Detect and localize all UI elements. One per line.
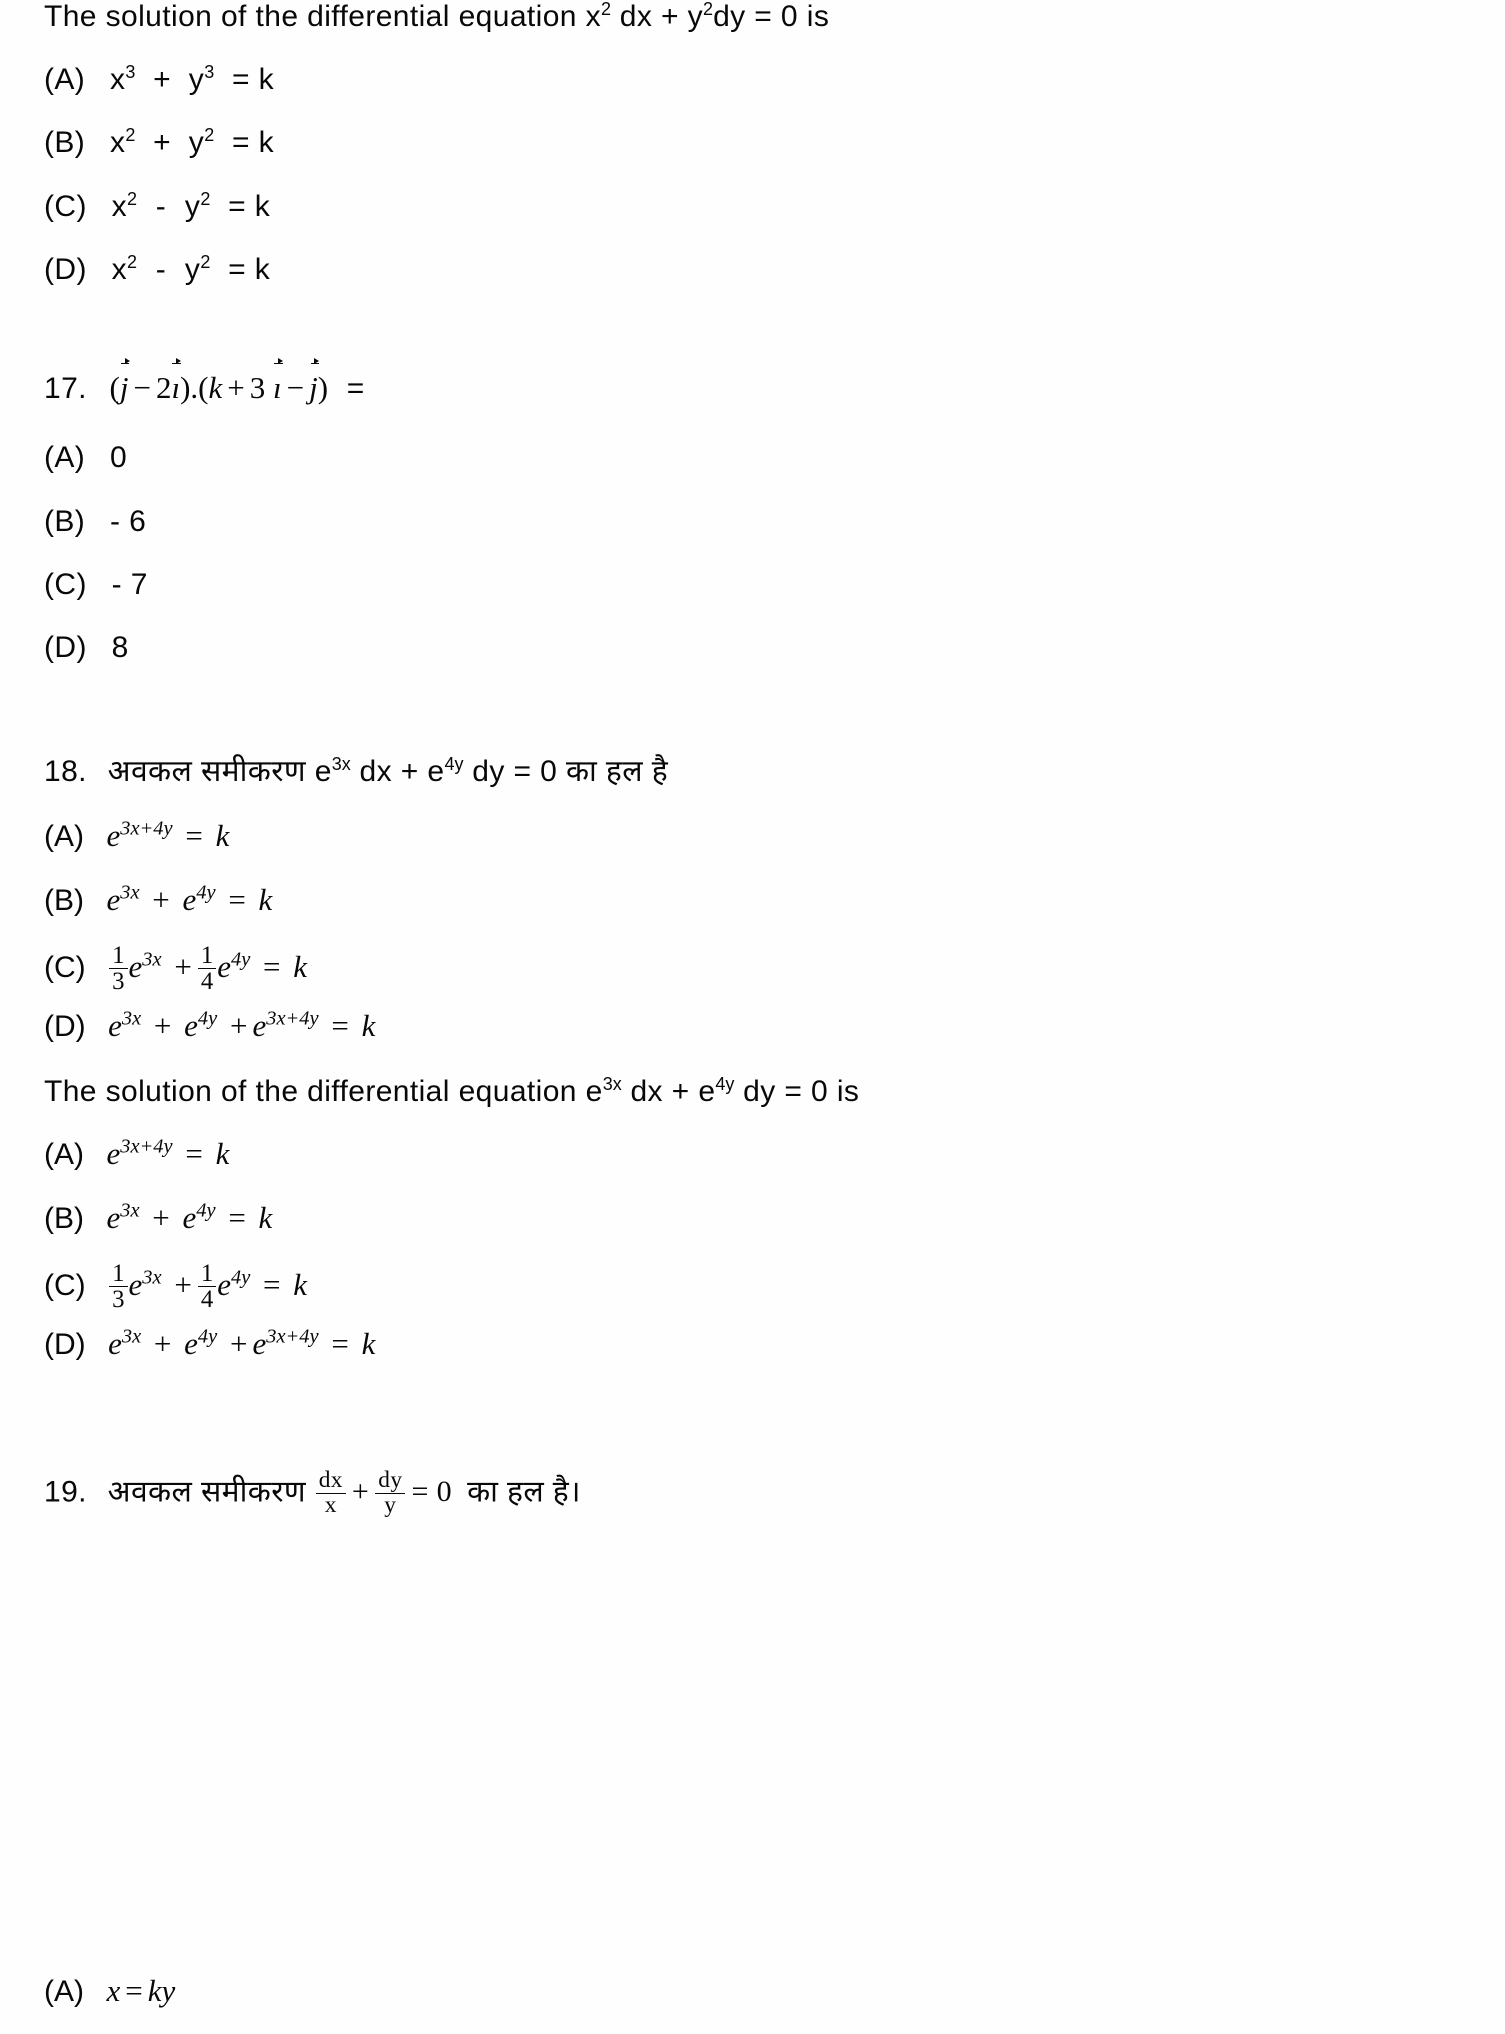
option-lhs: x: [106, 1973, 121, 2008]
option-math: $e^{3x} + e^{4y} = k$: [106, 881, 273, 917]
option-label-d: (D): [44, 631, 87, 664]
stem-middle: dx +: [350, 755, 428, 788]
option-operator: -: [155, 190, 167, 223]
fraction-dx-over-x: [316, 1469, 346, 1518]
stem-sup-1: 2: [601, 0, 612, 19]
option-row-q18e-d[interactable]: [44, 1325, 376, 1361]
exp-text-2: 4y: [230, 948, 251, 971]
stem-text-middle: dx + e: [621, 1075, 716, 1108]
option-base-2: y: [188, 126, 205, 159]
fraction-numerator: dy: [375, 1469, 405, 1494]
option-label-a: (A): [44, 63, 86, 96]
option-base-1: x: [111, 253, 128, 286]
option-math: $\frac{1}{3}$ $e^{3x}$ + $\frac{1}{4}$ $e^{4y} = k$: [108, 1267, 307, 1302]
exp-text-2: 4y: [196, 1199, 216, 1222]
option-sup-2: 2: [200, 252, 211, 272]
option-base-2: y: [184, 190, 201, 223]
option-tail: = k: [228, 253, 271, 286]
stem-text-before: The solution of the differential equation x: [44, 0, 602, 33]
option-label-d: (D): [44, 1010, 86, 1043]
stem-text-after: dy = 0 is: [713, 0, 830, 33]
option-value: 0: [109, 441, 128, 474]
option-row-q18e-a[interactable]: [44, 1135, 230, 1171]
exp-text-1: 3x: [121, 1007, 142, 1030]
option-label-b: (B): [44, 884, 84, 917]
exp-base-2: e: [427, 755, 445, 788]
fraction-denominator: 3: [112, 1286, 125, 1314]
option-row-q17-d[interactable]: [44, 633, 129, 663]
exp-text-1: 3x: [142, 948, 162, 971]
equals-sign: =: [125, 1973, 143, 2008]
hindi-lead-text: अवकल समीकरण: [107, 755, 315, 788]
question-number-18: 18.: [44, 755, 87, 788]
option-tail: = k: [228, 190, 271, 223]
option-row-q18e-b[interactable]: [44, 1199, 273, 1235]
stem-text-before: The solution of the differential equation e: [44, 1075, 603, 1108]
stem-sup-1: 3x: [602, 1074, 622, 1094]
option-math: $e^{3x+4y} = k$: [106, 817, 230, 853]
option-tail: = k: [231, 126, 275, 159]
option-row-q19-a[interactable]: [44, 1975, 175, 2007]
option-value: - 7: [111, 568, 148, 601]
option-base-1: x: [109, 126, 126, 159]
exp-text-3: 3x+4y: [266, 1007, 319, 1030]
option-row-q18e-c[interactable]: [44, 1262, 307, 1314]
option-label-d: (D): [44, 1328, 86, 1361]
option-base-2: y: [188, 63, 205, 96]
fraction-numerator: 1: [198, 943, 216, 969]
stem-tail: dy = 0: [463, 755, 566, 788]
option-label-d: (D): [44, 253, 87, 286]
option-label-b: (B): [44, 1202, 84, 1235]
option-math: [106, 1973, 175, 2008]
hindi-tail-text: का हल है: [565, 755, 669, 788]
option-sup-2: 2: [200, 189, 211, 209]
exp-text-1: 3x: [120, 1199, 140, 1222]
fraction-one-third: [109, 943, 127, 995]
option-label-c: (C): [44, 950, 86, 984]
plus-sign: +: [351, 1475, 370, 1509]
option-operator: +: [153, 126, 172, 159]
fraction-one-fourth: [198, 943, 216, 995]
option-row-q18h-c[interactable]: [44, 944, 307, 996]
option-row-q17-c[interactable]: [44, 570, 148, 600]
option-math: $e^{3x} + e^{4y} + e^{3x+4y} = k$: [108, 1325, 376, 1361]
option-label-b: (B): [44, 126, 86, 159]
equals-sign: =: [346, 372, 365, 405]
equals-zero: = 0: [411, 1475, 453, 1509]
option-math: $\frac{1}{3}$ $e^{3x}$ + $\frac{1}{4}$ $e^{4y} = k$: [108, 949, 307, 984]
fraction-dy-over-y: [375, 1469, 405, 1518]
question-number-19: 19.: [44, 1475, 87, 1509]
option-row-q18h-d[interactable]: [44, 1007, 376, 1043]
option-math: $e^{3x} + e^{4y} = k$: [106, 1199, 273, 1235]
option-label-c: (C): [44, 568, 87, 601]
option-label-b: (B): [44, 505, 86, 538]
exp-text-1: 3x: [120, 881, 140, 904]
option-sup-1: 3: [125, 62, 136, 82]
exp-sup-2: 4y: [444, 754, 464, 774]
option-label-a: (A): [44, 1975, 84, 2008]
option-row-q16-c[interactable]: [44, 189, 271, 223]
hindi-tail-text: का हल है।: [467, 1475, 581, 1509]
exp-sup-1: 3x: [331, 754, 351, 774]
hindi-lead-text: अवकल समीकरण: [107, 1475, 315, 1509]
question-stem-q18-hindi: [44, 754, 669, 788]
fraction-denominator: 4: [200, 968, 214, 996]
fraction-numerator: dx: [316, 1469, 346, 1494]
option-label-a: (A): [44, 820, 84, 853]
stem-sup-2: 4y: [715, 1074, 735, 1094]
option-sup-2: 3: [204, 62, 215, 82]
option-math: $e^{3x+4y} = k$: [106, 1135, 230, 1171]
exp-text-2: 4y: [230, 1266, 251, 1289]
fraction-one-third: [109, 1261, 127, 1313]
option-base-1: x: [111, 190, 128, 223]
option-sup-1: 2: [125, 125, 136, 145]
option-row-q16-a[interactable]: [44, 62, 275, 96]
option-row-q16-b[interactable]: [44, 125, 275, 159]
question-stem-q19-hindi: [44, 1467, 581, 1519]
option-value: 8: [111, 631, 129, 664]
exp-text-1: 3x: [142, 1266, 162, 1289]
fraction-numerator: 1: [198, 1261, 216, 1287]
stem-text-middle: dx + y: [611, 0, 704, 33]
fraction-numerator: 1: [109, 1261, 127, 1287]
exp-text: 3x+4y: [120, 817, 173, 840]
fraction-numerator: 1: [109, 943, 127, 969]
question-stem-q16-english: [44, 2, 829, 32]
option-label-c: (C): [44, 1268, 86, 1302]
question-number-17: 17.: [44, 372, 87, 405]
option-row-q18h-a[interactable]: [44, 817, 230, 853]
option-sup-1: 2: [127, 252, 138, 272]
option-sup-1: 2: [127, 189, 138, 209]
fraction-denominator: y: [384, 1491, 397, 1518]
exp-text-2: 4y: [196, 881, 216, 904]
option-math: $e^{3x} + e^{4y} + e^{3x+4y} = k$: [108, 1007, 376, 1043]
option-operator: -: [155, 253, 167, 286]
question-stem-q17: [44, 372, 365, 404]
option-base-2: y: [184, 253, 201, 286]
differential-expression: [315, 1467, 457, 1518]
option-row-q17-a[interactable]: [44, 443, 127, 473]
option-row-q16-d[interactable]: [44, 252, 271, 286]
fraction-one-fourth: [198, 1261, 216, 1313]
option-label-a: (A): [44, 441, 86, 474]
exp-text-3: 3x+4y: [266, 1325, 319, 1348]
option-tail: = k: [231, 63, 275, 96]
exp-text: 3x+4y: [120, 1135, 173, 1158]
vector-expression: (j − 2ı).(k + 3 ı − j): [109, 370, 329, 405]
option-operator: +: [153, 63, 172, 96]
option-sup-2: 2: [204, 125, 215, 145]
option-label-a: (A): [44, 1138, 84, 1171]
fraction-denominator: x: [324, 1491, 337, 1518]
exp-text-2: 4y: [197, 1325, 218, 1348]
exp-text-1: 3x: [121, 1325, 142, 1348]
option-row-q17-b[interactable]: [44, 507, 146, 537]
option-label-c: (C): [44, 190, 87, 223]
stem-text-after: dy = 0 is: [734, 1075, 860, 1108]
option-row-q18h-b[interactable]: [44, 881, 273, 917]
exp-base-1: e: [314, 755, 332, 788]
option-rhs: ky: [147, 1973, 176, 2008]
exp-text-2: 4y: [197, 1007, 218, 1030]
fraction-denominator: 3: [112, 968, 125, 996]
option-value: - 6: [109, 505, 147, 538]
fraction-denominator: 4: [200, 1286, 214, 1314]
question-stem-q18-english: [44, 1074, 860, 1108]
stem-sup-2: 2: [703, 0, 714, 19]
option-base-1: x: [109, 63, 126, 96]
